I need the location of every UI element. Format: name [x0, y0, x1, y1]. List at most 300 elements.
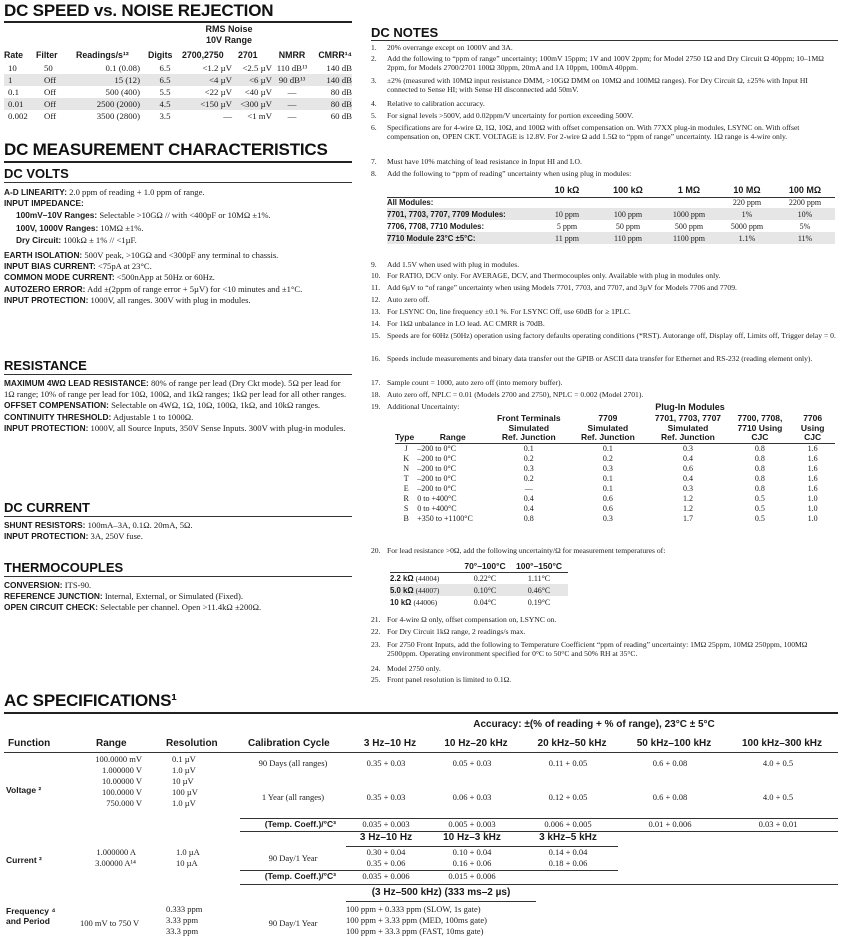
- row-label: All Modules:: [387, 198, 434, 208]
- voltage-label: Voltage ²: [6, 785, 42, 795]
- cell: 1 Year (all ranges): [261, 792, 325, 802]
- spec-line: [4, 250, 350, 261]
- col-header: [730, 414, 791, 443]
- spec-text: Selectable per channel. Open >11.4kΩ ±200Ω.: [100, 602, 262, 613]
- spec-label: 100mV–10V Ranges:: [16, 210, 98, 221]
- col-header-line: Simulated: [508, 422, 550, 433]
- range-value: 100.0000 V: [102, 787, 142, 797]
- col-header-line: CJC: [804, 432, 822, 442]
- cell: 0.14 + 0.04: [548, 847, 588, 857]
- ac-spec-title: AC SPECIFICATIONS¹: [4, 691, 177, 710]
- cell: 0.03 + 0.01: [758, 819, 798, 829]
- cell: 0.5: [754, 503, 765, 513]
- col-header: 2701: [238, 50, 258, 60]
- note-text: Must have 10% matching of lead resistance in Input HI and LO.: [387, 157, 582, 166]
- cell: —: [287, 111, 297, 121]
- cell: K: [403, 453, 410, 463]
- cell: 1.0: [807, 513, 818, 523]
- cell: <150 µV: [200, 99, 232, 109]
- table-row: [395, 504, 835, 514]
- col-header: Range: [439, 432, 466, 442]
- spec-text: <75pA at 23°C.: [97, 261, 152, 272]
- table-row: [240, 758, 838, 772]
- spec-text: 3A, 250V fuse.: [90, 531, 143, 542]
- spec-text: Add ±(2ppm of range error + 5µV) for <10 minutes and ±1°C.: [87, 283, 303, 294]
- spec-text: 10MΩ ±1%.: [100, 222, 144, 233]
- note-text: Add 1.5V when used with plug in modules.: [387, 260, 520, 269]
- cell: 0.10 + 0.04: [452, 847, 492, 857]
- cell: T: [403, 473, 409, 483]
- spec-line: [4, 412, 350, 423]
- cell: 0.4: [682, 473, 693, 483]
- spec-line: [4, 284, 350, 295]
- cell: 0.8: [754, 463, 765, 473]
- note-number: 15.: [371, 331, 381, 340]
- accuracy-header: Accuracy: ±(% of reading + % of range), 23°C ± 5°C: [473, 719, 715, 730]
- cell: 0.035 + 0.006: [362, 871, 410, 881]
- spec-label: OFFSET COMPENSATION:: [4, 400, 109, 411]
- note-text: Model 2750 only.: [387, 664, 441, 673]
- row-label: [390, 572, 460, 584]
- part-number: (44007): [415, 585, 440, 595]
- col-header: 2700,2750: [182, 50, 224, 60]
- cell: 0.1: [8, 87, 19, 97]
- cell: —: [287, 87, 297, 97]
- table-row: [240, 871, 618, 883]
- cell: 0.6 + 0.08: [652, 792, 688, 802]
- spec-line: [16, 235, 350, 246]
- cell: 0.12 + 0.05: [548, 792, 588, 802]
- cell: 0.6: [602, 493, 613, 503]
- table-row: [390, 584, 568, 596]
- note-number: 6.: [371, 123, 377, 132]
- dc-speed-table: [4, 48, 352, 122]
- spec-text: 2.0 ppm of reading + 1.0 ppm of range.: [69, 187, 205, 197]
- cell: 1.6: [807, 463, 818, 473]
- spec-line: [4, 378, 350, 400]
- cell: 80 dB: [330, 99, 352, 109]
- col-header: Calibration Cycle: [248, 738, 330, 749]
- col-header: 20 kHz–50 kHz: [537, 738, 607, 749]
- cell: 50 ppm: [615, 221, 641, 231]
- cell: Off: [44, 75, 57, 85]
- divider: [240, 884, 838, 885]
- cell: 0.01: [8, 99, 24, 109]
- cell: 0.2: [523, 473, 534, 483]
- note-number: 18.: [371, 390, 381, 399]
- voltage-ranges: [60, 754, 142, 809]
- cell: 15 (12): [114, 75, 140, 85]
- rms-noise-header: [174, 24, 284, 46]
- cell: 90 dB¹³: [278, 75, 306, 85]
- cell: 1.1%: [738, 233, 756, 243]
- cell: 0.8: [754, 443, 765, 453]
- row-label: 7710 Module 23°C ±5°C:: [387, 233, 476, 243]
- row-label-value: 5.0 kΩ: [390, 585, 414, 595]
- range-value: 100.0000 mV: [95, 754, 142, 764]
- cell: 1.2: [682, 503, 693, 513]
- resolution-value: 0.333 ppm: [166, 904, 203, 914]
- cell: 0.11 + 0.05: [548, 758, 588, 768]
- spec-line: [4, 580, 350, 591]
- cell: +350 to +1100°C: [417, 513, 473, 523]
- cell: 0.002: [8, 111, 28, 121]
- cell: 4.0 + 0.5: [762, 792, 794, 802]
- cell: 2200 ppm: [788, 198, 822, 208]
- cell: 110 dB¹³: [276, 63, 308, 73]
- divider: [346, 901, 536, 902]
- cell: 2500 (2000): [96, 99, 140, 109]
- note-text: Front panel resolution is limited to 0.1Ω.: [387, 675, 512, 684]
- current-ranges: [60, 847, 136, 869]
- cell: 1.0: [807, 503, 818, 513]
- cell: 0.3: [602, 513, 613, 523]
- cell: 0.4: [682, 453, 693, 463]
- spec-label: REFERENCE JUNCTION:: [4, 591, 103, 602]
- spec-text: ITS-90.: [64, 580, 92, 590]
- cell: 10: [8, 63, 17, 73]
- cell: 0.06 + 0.03: [452, 792, 492, 802]
- note-number: 7.: [371, 157, 377, 166]
- dc-speed-title: DC SPEED vs. NOISE REJECTION: [4, 1, 274, 20]
- cell: 0.3: [682, 483, 693, 493]
- note-number: 21.: [371, 615, 381, 624]
- cell: 6.5: [159, 63, 171, 73]
- note-text: For 2750 Front Inputs, add the following to Temperature Coefficient “ppm of reading” uncertainty: 1MΩ 25ppm, 10MΩ 250ppm, 100MΩ 2500ppm. Operating environment specified for 0°C to 50°C and 50% RH at 35°C.: [387, 640, 808, 659]
- table-row: [240, 792, 838, 806]
- cell: –200 to 0°C: [417, 483, 457, 493]
- col-header: 100 MΩ: [788, 185, 822, 196]
- cell: 0.1: [602, 483, 613, 493]
- thermocouple-uncertainty-table: [395, 414, 835, 524]
- module-uncertainty-table: [387, 184, 835, 244]
- table-row: [390, 572, 568, 584]
- col-header: Resolution: [166, 738, 218, 749]
- cell: 1.11°C: [527, 573, 551, 583]
- cell: 0.1: [602, 443, 613, 453]
- note-number: 13.: [371, 307, 381, 316]
- cell: 0.4: [523, 503, 534, 513]
- dc-volts-title: DC VOLTS: [4, 166, 69, 181]
- col-header: [646, 414, 729, 443]
- cell: <300 µV: [240, 99, 272, 109]
- spec-line: [4, 295, 350, 306]
- cell: 1.2: [682, 493, 693, 503]
- resolution-value: 100 µV: [172, 787, 198, 797]
- table-row: [240, 819, 838, 831]
- cell: 0 to +400°C: [417, 493, 457, 503]
- rms-noise-label: RMS Noise: [205, 24, 253, 34]
- cell: 500 ppm: [674, 221, 704, 231]
- cell: 0.01 + 0.006: [648, 819, 692, 829]
- cell: 0 to +400°C: [417, 503, 457, 513]
- note-text: Sample count = 1000, auto zero off (into memory buffer).: [387, 378, 563, 387]
- col-header: 3 kHz–5 kHz: [539, 832, 597, 843]
- cell: [597, 197, 659, 208]
- spec-text: 100mA–3A, 0.1Ω. 20mA, 5Ω.: [87, 520, 193, 530]
- spec-label: A-D LINEARITY:: [4, 187, 67, 197]
- note-number: 20.: [371, 546, 381, 555]
- cell: 0.35 + 0.03: [366, 792, 406, 802]
- col-header: Type: [395, 432, 415, 442]
- note-text: Specifications are for 4-wire Ω, 1Ω, 10Ω, and 100Ω with offset compensation on. With 77XX plug-in modules, LSYNC on. With offset compensation on, OPEN CKT. VOLTAGE is 12.8V. For 2-wire Ω add 1.5Ω to “ppm of range” uncertainty. 1Ω range is 4-wire only.: [387, 123, 800, 142]
- cell: 220 ppm: [732, 198, 762, 208]
- cell: 0.1 (0.08): [105, 63, 140, 73]
- table-row: [387, 197, 835, 208]
- note-text: For 1kΩ unbalance in LO lead. AC CMRR is 70dB.: [387, 319, 545, 328]
- resistance-section: [4, 378, 350, 434]
- freq-header: (3 Hz–500 kHz) (333 ms–2 µs): [371, 887, 511, 898]
- spec-label: INPUT IMPEDANCE:: [4, 198, 84, 209]
- col-header: 3 Hz–10 Hz: [359, 832, 413, 843]
- table-row: [390, 596, 568, 608]
- col-header: 10 MΩ: [733, 185, 761, 196]
- resolution-value: 10 µA: [176, 858, 198, 868]
- table-row: [395, 464, 835, 474]
- thermocouples-title: THERMOCOUPLES: [4, 560, 124, 575]
- cell: –200 to 0°C: [417, 443, 457, 453]
- table-row: [387, 208, 835, 220]
- spec-label: MAXIMUM 4WΩ LEAD RESISTANCE:: [4, 378, 149, 388]
- col-header: 100°–150°C: [515, 560, 563, 571]
- cell: 0.46°C: [527, 585, 551, 595]
- cell: R: [403, 493, 409, 503]
- col-header: 10 Hz–3 kHz: [443, 832, 501, 843]
- resolution-value: 1.0 µV: [172, 798, 196, 808]
- spec-line: [4, 261, 350, 272]
- current-resolutions: [176, 847, 236, 869]
- spec-line: [4, 520, 350, 531]
- note-number: 14.: [371, 319, 381, 328]
- table-row: [395, 443, 835, 454]
- resolution-value: 1.0 µV: [172, 765, 196, 775]
- cell: 3500 (2800): [96, 111, 140, 121]
- cell: Off: [44, 87, 57, 97]
- cell: 0.1: [602, 473, 613, 483]
- voltage-resolutions: [172, 754, 232, 809]
- rms-range-label: 10V Range: [205, 35, 253, 45]
- current-header-row: [346, 832, 626, 845]
- note-number: 22.: [371, 627, 381, 636]
- cell: 1100 ppm: [673, 233, 705, 243]
- col-header: Digits: [148, 50, 173, 60]
- cell: 4.0 + 0.5: [762, 758, 794, 768]
- cell: 3.5: [159, 111, 171, 121]
- cell: E: [403, 483, 409, 493]
- note-text: 20% overrange except on 1000V and 3A.: [387, 43, 513, 52]
- dc-volts-section: [4, 187, 350, 306]
- cell: 0.19°C: [527, 597, 551, 607]
- cell: 5.5: [159, 87, 171, 97]
- col-header: 50 kHz–100 kHz: [636, 738, 712, 749]
- col-header-line: Ref. Junction: [661, 432, 715, 442]
- note-number: 9.: [371, 260, 377, 269]
- spec-label: INPUT PROTECTION:: [4, 531, 89, 542]
- cell: 0.5: [754, 513, 765, 523]
- row-label-value: 10 kΩ: [390, 597, 412, 607]
- spec-line: [4, 187, 350, 198]
- cell: 0.006 + 0.005: [544, 819, 592, 829]
- divider: [4, 752, 838, 753]
- dc-current-title: DC CURRENT: [4, 500, 90, 515]
- note-text: For Dry Circuit 1kΩ range, 2 readings/s max.: [387, 627, 526, 636]
- cell: 0.6: [682, 463, 693, 473]
- cell: [537, 197, 597, 208]
- col-header-line: Using: [800, 422, 825, 433]
- spec-line: [4, 400, 350, 411]
- cell: 100 ppm + 3.33 ppm (MED, 100ms gate): [346, 915, 488, 925]
- freq-label-line: and Period: [6, 916, 50, 926]
- cell: J: [404, 443, 408, 453]
- cell: [659, 197, 719, 208]
- current-values: [346, 847, 618, 869]
- table-row: [387, 220, 835, 232]
- plugin-modules-title: Plug-In Modules: [655, 402, 725, 412]
- note-text: Add the following to “ppm of range” uncertainty; 100mV 15ppm; 1V and 100V 2ppm; for Model 2750 1Ω and Dry Circuit Ω 40ppm; 10–1MΩ 2ppm, for Models 2700/2701 100Ω 30ppm, 20mA and 1A 10ppm, 100mA 40ppm.: [387, 54, 824, 73]
- note-number: 24.: [371, 664, 381, 673]
- cell: 0.35 + 0.03: [366, 758, 406, 768]
- table-row: [4, 74, 352, 86]
- spec-line: [4, 602, 350, 613]
- divider: [4, 712, 838, 714]
- col-header-line: 7706: [803, 413, 823, 423]
- ac-header-row: [4, 737, 838, 751]
- spec-text: 100kΩ ± 1% // <1µF.: [63, 234, 137, 245]
- cell: 1.6: [807, 473, 818, 483]
- spec-label: SHUNT RESISTORS:: [4, 520, 86, 530]
- cell: Off: [44, 99, 57, 109]
- col-header-line: CJC: [751, 432, 769, 442]
- table-row: [4, 98, 352, 110]
- cell: <22 µV: [204, 87, 232, 97]
- freq-range: 100 mV to 750 V: [80, 918, 140, 928]
- col-header: 1 MΩ: [677, 185, 701, 196]
- cell: 0.22°C: [473, 573, 497, 583]
- cell: 1.6: [807, 453, 818, 463]
- col-header: 100 kΩ: [613, 185, 643, 196]
- col-header-line: Simulated: [587, 422, 629, 433]
- note-text: Auto zero off.: [387, 295, 430, 304]
- note-number: 12.: [371, 295, 381, 304]
- col-header: 10 kΩ: [554, 185, 580, 196]
- cell: <4 µV: [209, 75, 232, 85]
- table-row: [4, 86, 352, 98]
- cell: 0.5: [754, 493, 765, 503]
- col-header: Function: [8, 738, 51, 749]
- freq-label-line: Frequency ⁴: [6, 906, 56, 916]
- spec-label: OPEN CIRCUIT CHECK:: [4, 602, 99, 613]
- cell: —: [223, 111, 232, 121]
- note-text: Add 6µV to “of range” uncertainty when using Models 7701, 7703, and 7707, and 3µV for Models 7706 and 7709.: [387, 283, 737, 292]
- cell: (Temp. Coeff.)/°C³: [264, 871, 336, 881]
- spec-text: 1000V, all ranges. 300V with plug in modules.: [90, 294, 251, 305]
- col-header-line: Front Terminals: [496, 413, 561, 423]
- cell: <1.2 µV: [202, 63, 232, 73]
- cell: 1%: [741, 209, 753, 219]
- spec-line: [4, 198, 350, 209]
- cell: 140 dB: [326, 63, 352, 73]
- cell: 0.8: [754, 473, 765, 483]
- spec-label: INPUT BIAS CURRENT:: [4, 261, 96, 272]
- resolution-value: 10 µV: [172, 776, 194, 786]
- resolution-value: 33.3 ppm: [166, 926, 199, 936]
- col-header-line: 7710 Using: [737, 422, 783, 433]
- notes-list-2: [371, 260, 838, 420]
- cell: 0.015 + 0.006: [448, 871, 496, 881]
- cell: 0.10°C: [473, 585, 497, 595]
- cell: 11%: [797, 233, 813, 243]
- spec-text: Adjustable 1 to 1000Ω.: [112, 411, 194, 422]
- col-header-line: 7701, 7703, 7707: [654, 413, 722, 423]
- range-value: 3.00000 A¹⁴: [95, 858, 136, 868]
- cell: 500 (400): [105, 87, 140, 97]
- spec-label: EARTH ISOLATION:: [4, 250, 83, 261]
- cell: 10 ppm: [554, 209, 580, 219]
- range-value: 10.00000 V: [102, 776, 142, 786]
- table-row: [387, 232, 835, 244]
- note-number: 10.: [371, 271, 381, 280]
- cell: 0.3: [523, 463, 534, 473]
- spec-line: [4, 272, 350, 283]
- cell: <2.5 µV: [242, 63, 272, 73]
- cell: 0.30 + 0.04: [366, 847, 406, 857]
- cell: 80 dB: [330, 87, 352, 97]
- col-header: CMRR¹⁴: [318, 50, 352, 60]
- table-row: [4, 62, 352, 74]
- row-label: 7701, 7703, 7707, 7709 Modules:: [387, 209, 506, 219]
- cell: <6 µV: [249, 75, 272, 85]
- current-label: Current ²: [6, 855, 42, 865]
- table-row: [395, 514, 835, 524]
- row-label: [390, 584, 460, 596]
- table-row: [346, 858, 618, 869]
- range-value: 750.000 V: [106, 798, 142, 808]
- spec-line: [16, 223, 350, 234]
- note-20: [371, 546, 838, 558]
- part-number: (44004): [415, 573, 440, 583]
- divider: [4, 374, 352, 375]
- freq-values: [346, 904, 586, 937]
- col-header-line: 7700, 7708,: [737, 413, 783, 423]
- cell: (Temp. Coeff.)/°C³: [264, 819, 336, 829]
- col-header: Range: [96, 738, 127, 749]
- spec-label: CONVERSION:: [4, 580, 63, 590]
- cell: —: [287, 99, 297, 109]
- part-number: (44006): [413, 597, 438, 607]
- note-text: For LSYNC On, line frequency ±0.1 %. For LSYNC Off, use 60dB for ≥ 1PLC.: [387, 307, 631, 316]
- note-number: 11.: [371, 283, 381, 292]
- row-label-value: 2.2 kΩ: [390, 573, 414, 583]
- cell: 0.18 + 0.06: [548, 858, 588, 868]
- note-text: Relative to calibration accuracy.: [387, 99, 485, 108]
- note-text: Add the following to “ppm of reading” uncertainty when using plug in modules:: [387, 169, 632, 178]
- resolution-value: 3.33 ppm: [166, 915, 199, 925]
- note-number: 2.: [371, 54, 377, 63]
- col-header-line: 7709: [598, 413, 618, 423]
- cell: 0.6: [602, 503, 613, 513]
- cell: B: [403, 513, 409, 523]
- note-number: 16.: [371, 354, 381, 363]
- spec-label: Dry Circuit:: [16, 234, 62, 245]
- cell: 1000 ppm: [672, 209, 706, 219]
- col-header: Rate: [4, 50, 24, 60]
- spec-label: 100V, 1000V Ranges:: [16, 222, 99, 233]
- col-header: [790, 414, 835, 443]
- note-number: 19.: [371, 402, 381, 411]
- cell: 100 ppm + 0.333 ppm (SLOW, 1s gate): [346, 904, 481, 914]
- col-header: Readings/s¹²: [76, 50, 129, 60]
- notes-list-1: [371, 43, 838, 183]
